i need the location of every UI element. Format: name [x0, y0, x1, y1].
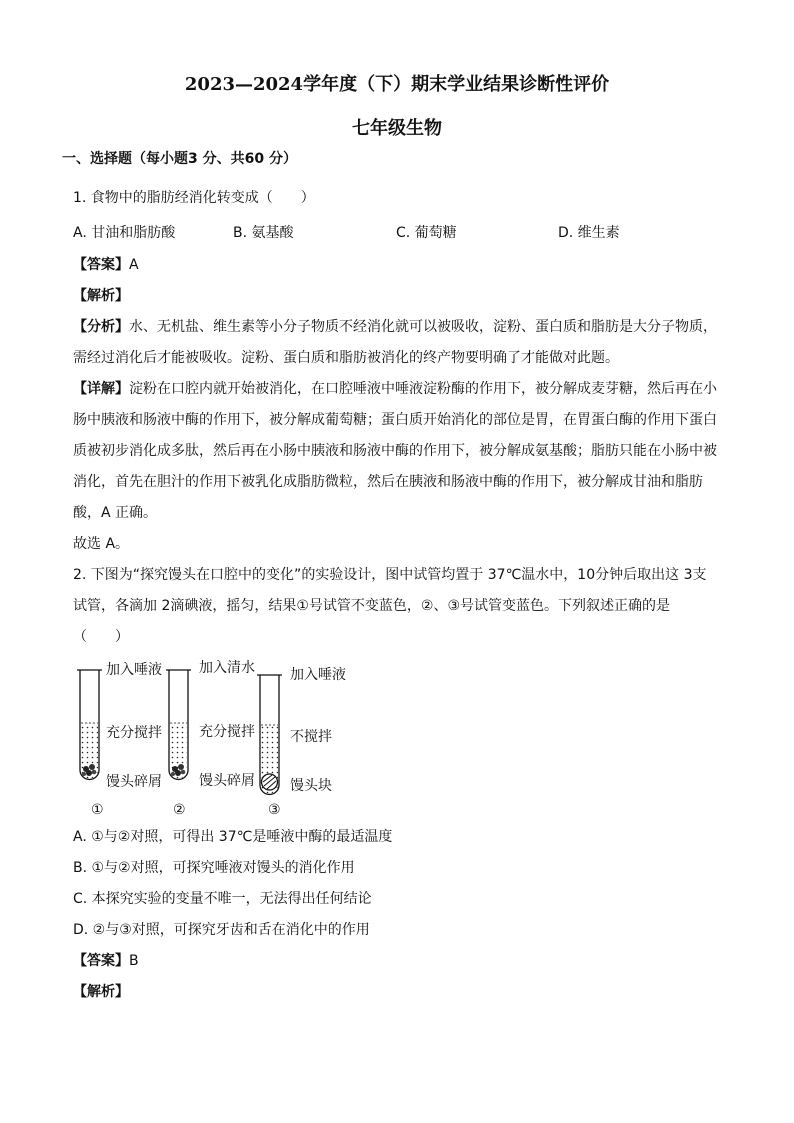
- test-tube-3: [257, 675, 282, 795]
- tube1-bottom-label: 馒头碎屑: [106, 774, 162, 790]
- tube3-top-label: 加入唾液: [290, 667, 346, 683]
- q1-xiangjie-line1: [73, 382, 717, 396]
- q2-stem-line2: 试管，各滴加 2滴碘液，摇匀，结果①号试管不变蓝色，②、③号试管变蓝色。下列叙述正确的是: [73, 598, 671, 614]
- q2-option-d: D. ②与③对照，可探究牙齿和舌在消化中的作用: [73, 922, 370, 938]
- q1-conclusion: 故选 A。: [73, 536, 130, 552]
- q2-analysis-tag: 【解析】: [73, 984, 129, 1000]
- tube2-mid-label: 充分搅拌: [199, 724, 255, 740]
- answer-tag: 【答案】: [73, 257, 129, 273]
- tube3-number: ③: [268, 802, 281, 818]
- q1-option-d: D. 维生素: [558, 225, 620, 241]
- answer-value: A: [129, 257, 139, 273]
- test-tube-2: [166, 670, 191, 780]
- tube3-bottom-label: 馒头块: [290, 778, 332, 794]
- q1-xiangjie-line5: 酸，A 正确。: [73, 505, 158, 521]
- q1-option-a: A. 甘油和脂肪酸: [73, 225, 176, 241]
- q1-fenxi-line2: 需经过消化后才能被吸收。淀粉、蛋白质和脂肪被消化的终产物要明确了才能做对此题。: [73, 350, 619, 366]
- q2-option-a: A. ①与②对照，可得出 37℃是唾液中酶的最适温度: [73, 829, 393, 845]
- tube1-mid-label: 充分搅拌: [106, 725, 162, 741]
- fenxi-text: 水、无机盐、维生素等小分子物质不经消化就可以被吸收，淀粉、蛋白质和脂肪是大分子物质，: [129, 319, 717, 335]
- q1-option-b: B. 氨基酸: [233, 225, 294, 241]
- test-tube-1: [77, 670, 102, 780]
- q2-option-b: B. ①与②对照，可探究唾液对馒头的消化作用: [73, 860, 355, 876]
- tube1-number: ①: [91, 802, 104, 818]
- xiangjie-text: 淀粉在口腔内就开始被消化，在口腔唾液中唾液淀粉酶的作用下，被分解成麦芽糖，然后再在小: [129, 381, 717, 397]
- q1-xiangjie-line3: 质被初步消化成多肽，然后再在小肠中胰液和肠液中酶的作用下，被分解成氨基酸；脂肪只能在小肠中被: [73, 443, 717, 459]
- q1-answer: [73, 258, 139, 272]
- q2-option-c: C. 本探究实验的变量不唯一，无法得出任何结论: [73, 891, 372, 907]
- q2-answer: [73, 954, 139, 968]
- tube2-bottom-label: 馒头碎屑: [199, 773, 255, 789]
- tube2-number: ②: [173, 802, 186, 818]
- q1-analysis-tag: 【解析】: [73, 288, 129, 304]
- q2-stem-line1: 2. 下图为“探究馒头在口腔中的变化”的实验设计，图中试管均置于 37℃温水中，10分钟后取出这 3支: [73, 567, 707, 583]
- bread-block-icon: [262, 774, 278, 790]
- q2-stem-line3: （ ）: [73, 629, 129, 645]
- tube3-mid-label: 不搅拌: [290, 729, 332, 745]
- section-heading: 一、选择题（每小题3 分、共60 分）: [62, 151, 297, 167]
- q1-option-c: C. 葡萄糖: [396, 225, 457, 241]
- tube2-top-label: 加入清水: [199, 660, 255, 676]
- q1-stem: 1. 食物中的脂肪经消化转变成（ ）: [73, 190, 315, 206]
- q1-xiangjie-line4: 消化，首先在胆汁的作用下被乳化成脂肪微粒，然后在胰液和肠液中酶的作用下，被分解成甘油和脂肪: [73, 474, 703, 490]
- q1-xiangjie-line2: 肠中胰液和肠液中酶的作用下，被分解成葡萄糖；蛋白质开始消化的部位是胃，在胃蛋白酶的作用下蛋白: [73, 412, 717, 428]
- page-subtitle: 七年级生物: [352, 118, 442, 139]
- page-title: 2023—2024学年度（下）期末学业结果诊断性评价: [184, 74, 610, 95]
- xiangjie-tag: 【详解】: [73, 381, 129, 397]
- tube1-top-label: 加入唾液: [106, 662, 162, 678]
- answer-tag: 【答案】: [73, 953, 129, 969]
- answer-value: B: [129, 953, 139, 969]
- fenxi-tag: 【分析】: [73, 319, 129, 335]
- q1-fenxi-line1: [73, 320, 717, 334]
- test-tube-figure: [70, 655, 370, 820]
